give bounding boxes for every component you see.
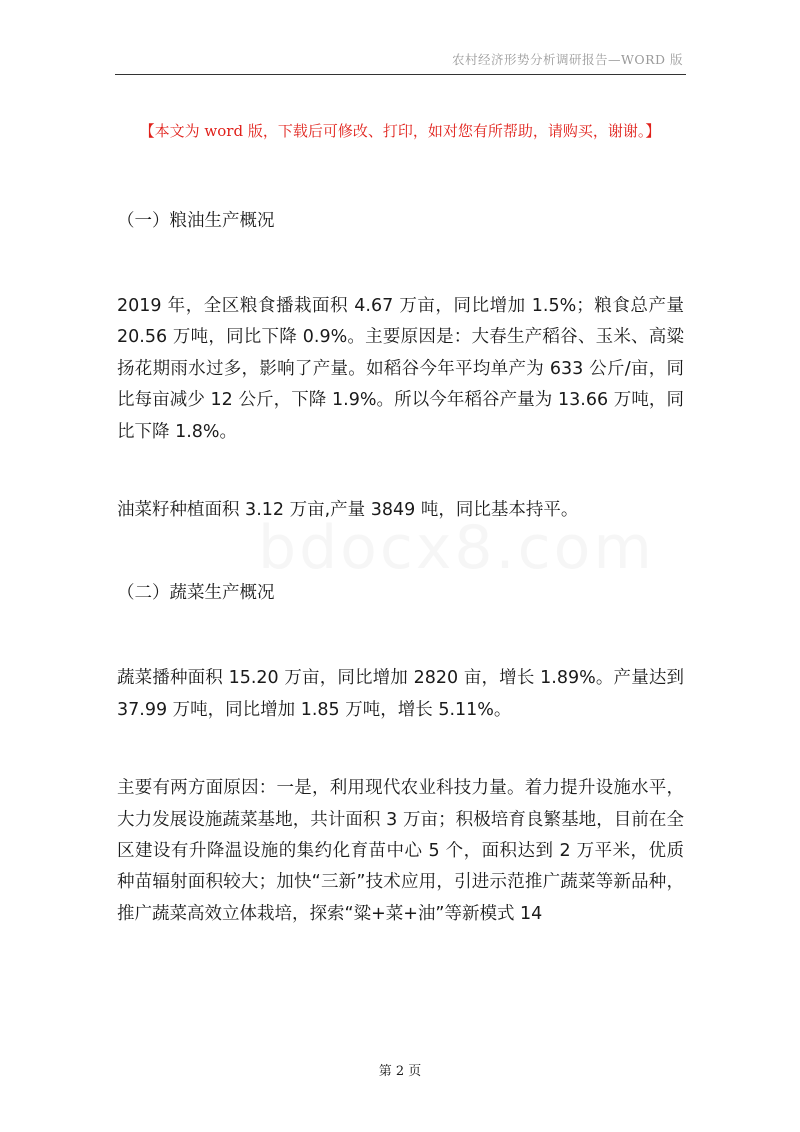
- section-title-grain-oil: （一）粮油生产概况: [117, 211, 275, 231]
- page-number: 第 2 页: [378, 1064, 422, 1079]
- paragraph-grain-summary: 2019 年，全区粮食播栽面积 4.67 万亩，同比增加 1.5%；粮食总产量 20.56 万吨，同比下降 0.9%。主要原因是：大春生产稻谷、玉米、高粱扬花期雨水过多，影响了产量。如稻谷今年平均单产为 633 公斤/亩，同比每亩减少 12 公斤，下降 1.9%。所以今年稻谷产量为 13.66 万吨，同比下降 1.8%。: [117, 296, 684, 442]
- purchase-notice: 【本文为 word 版，下载后可修改、打印，如对您有所帮助，请购买，谢谢。】: [139, 122, 661, 140]
- watermark: bdocx8.com: [258, 513, 655, 583]
- section-title-vegetables: （二）蔬菜生产概况: [117, 583, 275, 604]
- paragraph-vegetable-summary: 蔬菜播种面积 15.20 万亩，同比增加 2820 亩，增长 1.89%。产量达到 37.99 万吨，同比增加 1.85 万吨，增长 5.11%。: [117, 668, 684, 720]
- header-divider: [115, 74, 686, 75]
- document-body: [117, 203, 684, 930]
- paragraph-vegetable-reasons: 主要有两方面原因：一是，利用现代农业科技力量。着力提升设施水平，大力发展设施蔬菜基地，共计面积 3 万亩；积极培育良繁基地，目前在全区建设有升降温设施的集约化育苗中心 5 个，面积达到 2 万平米，优质种苗辐射面积较大；加快“三新”技术应用，引进示范推广蔬菜等新品种，推广蔬菜高效立体栽培，探索“粱+菜+油”等新模式 14: [117, 778, 684, 924]
- document-header-title: 农村经济形势分析调研报告—WORD 版: [451, 52, 683, 67]
- paragraph-rapeseed: 油菜籽种植面积 3.12 万亩,产量 3849 吨，同比基本持平。: [117, 500, 579, 521]
